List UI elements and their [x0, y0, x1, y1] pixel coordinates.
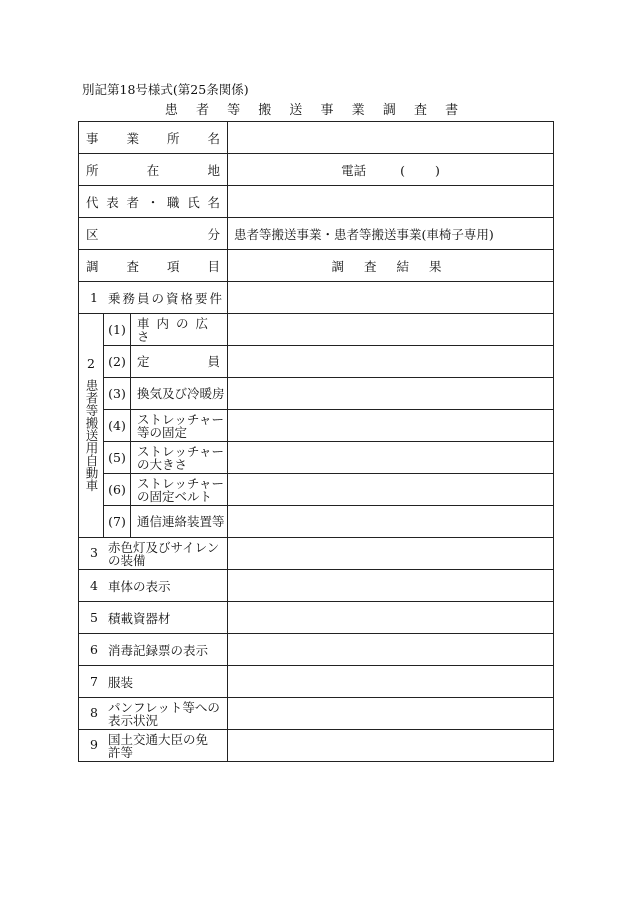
- survey-item-header: 調査項目: [79, 250, 228, 282]
- subitem-result-cell[interactable]: [228, 506, 554, 538]
- item-label: [79, 698, 228, 730]
- table-row: [79, 538, 554, 570]
- item-text: 国土交通大臣の免許等: [107, 731, 208, 760]
- location-label: 所在地: [79, 154, 228, 186]
- table-row: [79, 698, 554, 730]
- item-result-cell[interactable]: [228, 730, 554, 762]
- table-row: [79, 506, 554, 538]
- row-location: [79, 154, 554, 186]
- vehicle-group-cell: [79, 314, 104, 538]
- item-text: 赤色灯及びサイレンの装備: [107, 539, 220, 568]
- table-row: [79, 570, 554, 602]
- table-row: [79, 666, 554, 698]
- subitem-text: 通信連絡装置等: [131, 506, 228, 538]
- table-row: [79, 474, 554, 506]
- phone-parens: ( ): [400, 162, 440, 178]
- subitem-number: (5): [104, 442, 131, 474]
- phone-field: [341, 161, 440, 179]
- item-text: 消毒記録票の表示: [107, 642, 208, 658]
- subitem-result-cell[interactable]: [228, 474, 554, 506]
- table-row: [79, 346, 554, 378]
- representative-label: 代表者・職氏名: [79, 186, 228, 218]
- row-business-name: [79, 122, 554, 154]
- subitem-number: (2): [104, 346, 131, 378]
- item-text: 服装: [107, 674, 133, 690]
- table-row: [79, 410, 554, 442]
- table-row: [79, 314, 554, 346]
- vehicle-group-number: 2: [87, 356, 95, 372]
- category-label: 区分: [79, 218, 228, 250]
- table-row: [79, 602, 554, 634]
- business-name-value[interactable]: [228, 122, 554, 154]
- table-row: [79, 442, 554, 474]
- document-title: 患 者 等 搬 送 事 業 調 査 書: [164, 103, 466, 118]
- subitem-result-cell[interactable]: [228, 314, 554, 346]
- item-text: 積載資器材: [107, 610, 171, 626]
- item-text: 乗務員の資格要件: [107, 290, 224, 306]
- item-number: 3: [90, 545, 98, 560]
- survey-result-header: [228, 250, 554, 282]
- representative-value[interactable]: [228, 186, 554, 218]
- item-result-cell[interactable]: [228, 602, 554, 634]
- item-number: 6: [90, 641, 98, 657]
- item-result-cell[interactable]: [228, 698, 554, 730]
- item-number: 9: [90, 737, 98, 752]
- item-result-cell[interactable]: [228, 538, 554, 570]
- row-header: [79, 250, 554, 282]
- category-value: 患者等搬送事業・患者等搬送事業(車椅子専用): [228, 218, 554, 250]
- item-label: [79, 538, 228, 570]
- item-label: [79, 570, 228, 602]
- item-number: 4: [90, 577, 98, 593]
- form-number-label: 別記第18号様式(第25条関係): [82, 82, 249, 97]
- subitem-text: ストレッチャーの大きさ: [131, 442, 228, 474]
- subitem-text: 定員: [131, 346, 228, 378]
- row-representative: [79, 186, 554, 218]
- subitem-number: (6): [104, 474, 131, 506]
- item-label: [79, 730, 228, 762]
- item-result-cell[interactable]: [228, 282, 554, 314]
- row-category: [79, 218, 554, 250]
- table-row: [79, 282, 554, 314]
- business-name-label: 事業所名: [79, 122, 228, 154]
- vehicle-group-label: 患者等搬送用自動車: [84, 379, 99, 492]
- item-number: 8: [90, 705, 98, 720]
- item-number: 7: [90, 673, 98, 689]
- subitem-number: (7): [104, 506, 131, 538]
- item-number: 1: [90, 289, 98, 305]
- table-row: [79, 730, 554, 762]
- item-result-cell[interactable]: [228, 634, 554, 666]
- phone-label: 電話: [341, 162, 367, 178]
- subitem-text: ストレッチャー等の固定: [131, 410, 228, 442]
- table-row: [79, 378, 554, 410]
- subitem-result-cell[interactable]: [228, 378, 554, 410]
- subitem-result-cell[interactable]: [228, 346, 554, 378]
- item-number: 5: [90, 609, 98, 625]
- subitem-text: ストレッチャーの固定ベルト: [131, 474, 228, 506]
- item-text: パンフレット等への表示状況: [107, 699, 220, 728]
- subitem-number: (1): [104, 314, 131, 346]
- subitem-text: 換気及び冷暖房: [131, 378, 228, 410]
- subitem-text: 車内の広さ: [131, 314, 228, 346]
- table-row: [79, 634, 554, 666]
- item-result-cell[interactable]: [228, 666, 554, 698]
- subitem-result-cell[interactable]: [228, 442, 554, 474]
- item-label: [79, 282, 228, 314]
- survey-result-header-text: 調 査 結 果: [331, 258, 450, 274]
- item-text: 車体の表示: [107, 578, 171, 594]
- item-result-cell[interactable]: [228, 570, 554, 602]
- subitem-number: (4): [104, 410, 131, 442]
- subitem-result-cell[interactable]: [228, 410, 554, 442]
- item-label: [79, 666, 228, 698]
- location-value[interactable]: [228, 154, 554, 186]
- subitem-number: (3): [104, 378, 131, 410]
- survey-form-table: [78, 121, 554, 762]
- item-label: [79, 634, 228, 666]
- item-label: [79, 602, 228, 634]
